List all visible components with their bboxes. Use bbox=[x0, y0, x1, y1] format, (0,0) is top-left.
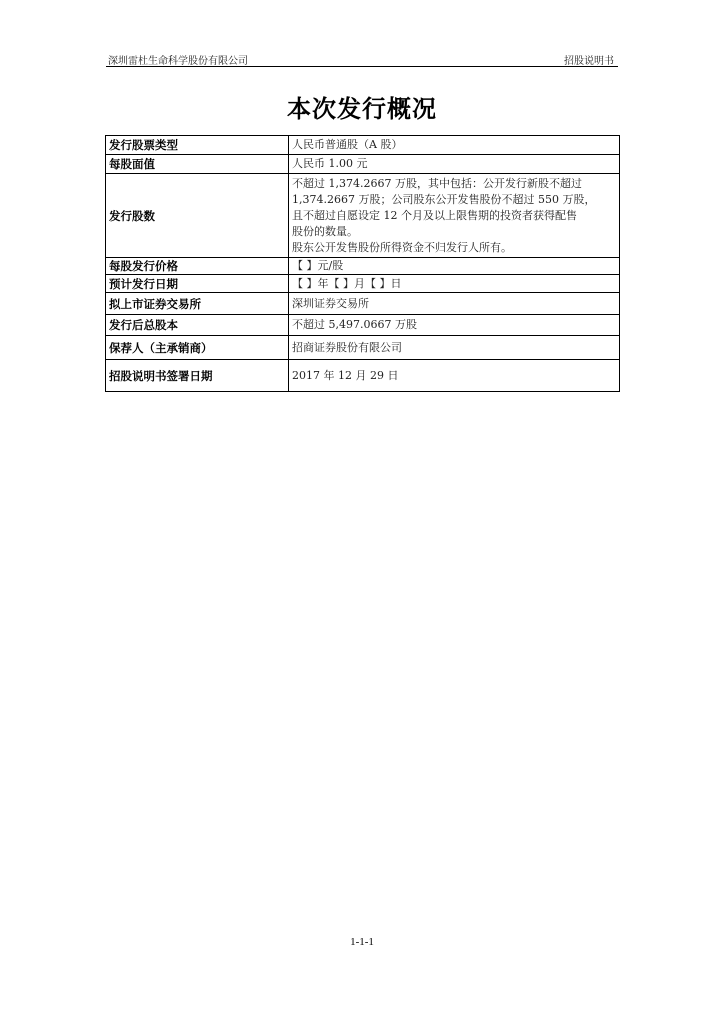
page-title: 本次发行概况 bbox=[287, 95, 437, 123]
row-label: 拟上市证券交易所 bbox=[106, 293, 289, 315]
table-row bbox=[106, 174, 620, 258]
table-row bbox=[106, 336, 620, 360]
table-row bbox=[106, 275, 620, 293]
table-row bbox=[106, 258, 620, 275]
row-label: 发行股票类型 bbox=[106, 136, 289, 155]
row-value: 2017 年 12 月 29 日 bbox=[289, 360, 620, 392]
row-label: 每股面值 bbox=[106, 155, 289, 174]
table-row bbox=[106, 360, 620, 392]
header-document-type: 招股说明书 bbox=[564, 56, 614, 67]
issuance-overview-table bbox=[105, 135, 620, 392]
row-label: 每股发行价格 bbox=[106, 258, 289, 275]
row-label: 保荐人（主承销商） bbox=[106, 336, 289, 360]
table-row bbox=[106, 293, 620, 315]
row-label: 发行后总股本 bbox=[106, 315, 289, 336]
value-line: 股份的数量。 bbox=[292, 224, 358, 238]
table-row bbox=[106, 155, 620, 174]
value-line: 不超过 1,374.2667 万股，其中包括：公开发行新股不超过 bbox=[292, 176, 582, 190]
header-company-name: 深圳雷杜生命科学股份有限公司 bbox=[108, 56, 248, 67]
row-value bbox=[289, 174, 620, 258]
row-value: 招商证券股份有限公司 bbox=[289, 336, 620, 360]
row-value: 人民币普通股（A 股） bbox=[289, 136, 620, 155]
value-line: 且不超过自愿设定 12 个月及以上限售期的投资者获得配售 bbox=[292, 208, 577, 222]
row-label: 发行股数 bbox=[106, 174, 289, 258]
page-header bbox=[106, 52, 618, 66]
value-line: 1,374.2667 万股；公司股东公开发售股份不超过 550 万股， bbox=[292, 192, 596, 206]
row-value: 深圳证券交易所 bbox=[289, 293, 620, 315]
row-value: 不超过 5,497.0667 万股 bbox=[289, 315, 620, 336]
table-row bbox=[106, 136, 620, 155]
row-value: 人民币 1.00 元 bbox=[289, 155, 620, 174]
page-number: 1-1-1 bbox=[350, 936, 374, 948]
value-line: 股东公开发售股份所得资金不归发行人所有。 bbox=[292, 240, 512, 254]
header-divider bbox=[106, 66, 618, 67]
row-label: 预计发行日期 bbox=[106, 275, 289, 293]
row-value: 【 】元/股 bbox=[289, 258, 620, 275]
row-value: 【 】年【 】月【 】日 bbox=[289, 275, 620, 293]
table-row bbox=[106, 315, 620, 336]
row-label: 招股说明书签署日期 bbox=[106, 360, 289, 392]
